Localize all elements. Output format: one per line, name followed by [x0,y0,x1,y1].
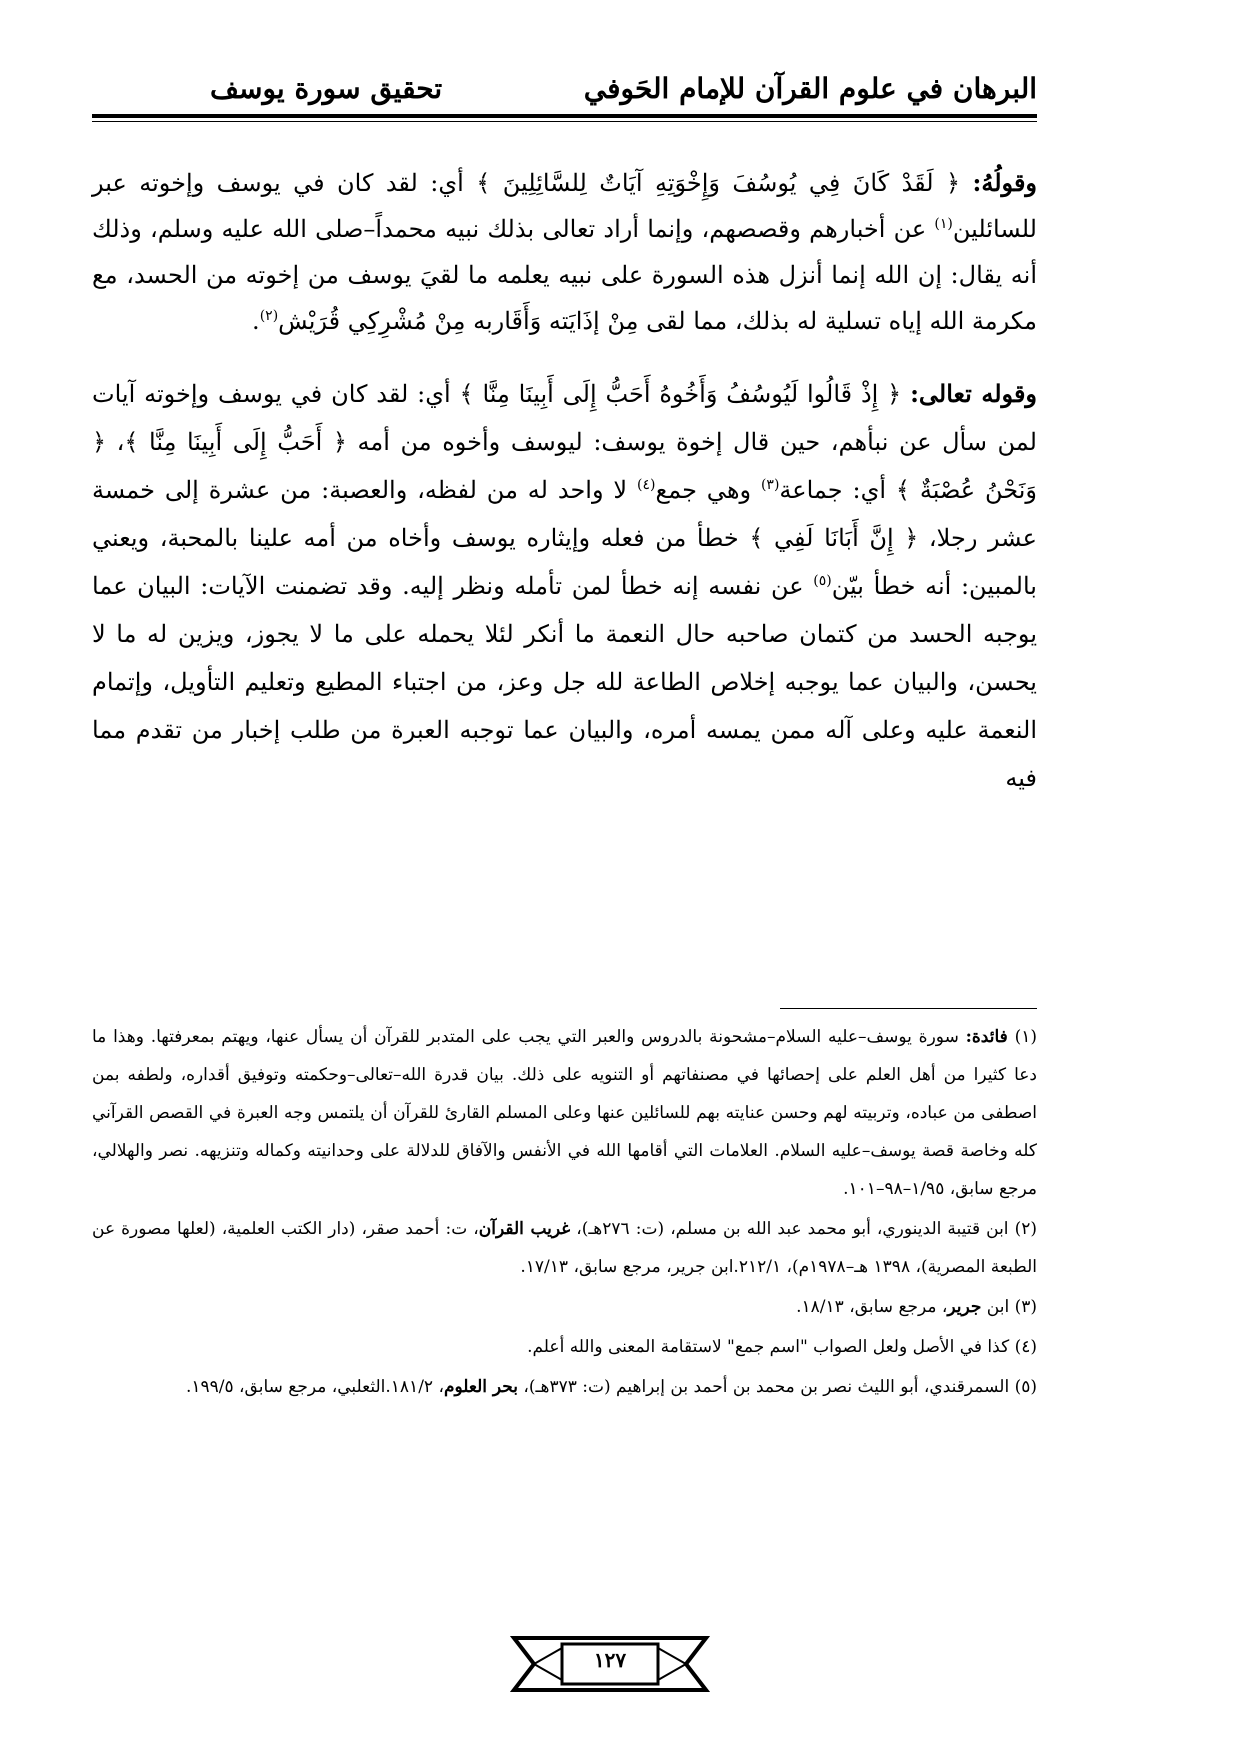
header-rule-thick [92,114,1037,118]
footnote-2 [92,1210,1037,1286]
footnote-3 [92,1288,1037,1326]
footnote-1-text: سورة يوسف–عليه السلام–مشحونة بالدروس والعبر التي يجب على المتدبر للقرآن أن يسأل عنها، ويهتم بمعرفتها. وهذا ما دعا كثيرا من أهل العلم على إحصائها في مصنفاتهم أو التنويه على ذلك. بيان قدرة الله–تعالى–وحكمته وتوفيق أقداره، ولطفه بمن اصطفى من عباده، وتربيته لهم وحسن عنايته بهم للسائلين عنها وعلى المسلم القارئ للقرآن أن يلتمس وجه العبرة في القصص القرآني كله وخاصة قصة يوسف–عليه السلام. العلامات التي أقامها الله في الأنفس والآفاق للدلالة على وحدانيته وكماله وتنزيهه. نصر والهلالي، مرجع سابق، ١/٩٥–٩٨–١٠١. [92,1027,1037,1199]
book-title: البرهان في علوم القرآن للإمام الحَوفي [583,72,1037,105]
paragraph-2-text-a: ﴿ إِذْ قَالُوا لَيُوسُفُ وَأَخُوهُ أَحَبُّ إِلَى أَبِينَا مِنَّا ﴾ أي: لقد كان في يوسف وإخوته آيات لمن سأل عن نبأهم، حين قال إخوة يوسف: ليوسف وأخوه من أمه ﴿ أَحَبُّ إِلَى أَبِينَا مِنَّا ﴾، ﴿ وَنَحْنُ عُصْبَةٌ ﴾ أي: جماعة [92,380,1037,504]
footnote-2-text-a: (٢) ابن قتيبة الدينوري، أبو محمد عبد الله بن مسلم، (ت: ٢٧٦هـ)، [570,1219,1038,1239]
header-rule-thin [92,121,1037,122]
paragraph-1-text-a: ﴿ لَقَدْ كَانَ فِي يُوسُفَ وَإِخْوَتِهِ آيَاتٌ لِلسَّائِلِينَ ﴾ أي: لقد كان في يوسف وإخوته عبر للسائلين [92,169,1037,243]
footnote-4 [92,1328,1037,1366]
footnote-ref-2: (٢) [259,308,279,324]
paragraph-1 [92,160,1037,344]
chapter-title: تحقيق سورة يوسف [210,72,443,105]
footnote-5-text-b: ، ١٨١/٢.الثعلبي، مرجع سابق، ١٩٩/٥. [185,1377,444,1397]
page-number: ١٢٧ [593,1648,627,1672]
paragraph-2-label: وقوله تعالى: [910,379,1038,408]
footnote-ref-4: (٤) [636,477,656,493]
footnote-3-text-b: ، مرجع سابق، ١٨/١٣. [796,1297,948,1317]
footnote-separator [780,1008,1037,1009]
main-text [92,160,1037,802]
footnote-2-text-b: ، ت: أحمد صقر، (دار الكتب العلمية، (لعلها مصورة عن الطبعة المصرية)، ١٣٩٨ هـ–١٩٧٨م)، ٢١٢/١.ابن جرير، مرجع سابق، ١٧/١٣. [92,1219,1037,1277]
footnote-5-bold: بحر العلوم [443,1377,518,1397]
paragraph-1-text-b: عن أخبارهم وقصصهم، وإنما أراد تعالى بذلك نبيه محمداً–صلى الله عليه وسلم، وذلك أنه يقال: إن الله إنما أنزل هذه السورة على نبيه يعلمه ما لقيَ يوسف من إخوته من الحسد، مع مكرمة الله إياه تسلية له بذلك، مما لقى مِنْ إذَايَته وَأَقَاربه مِنْ مُشْرِكِي قُرَيْش [92,215,1037,335]
footnote-1-number: (١) [1007,1027,1037,1047]
footnote-5 [92,1368,1037,1406]
footnote-ref-1: (١) [934,216,953,232]
footnote-ref-3: (٣) [760,477,780,493]
paragraph-2-text-d: عن نفسه إنه خطأ لمن تأمله ونظر إليه. وقد تضمنت الآيات: البيان عما يوجبه الحسد من كتمان صاحبه حال النعمة ما أنكر لئلا يحمله على ما لا يجوز، ويزين له ما لا يحسن، والبيان عما يوجبه إخلاص الطاعة لله جل وعز، من اجتباء المطيع وتعليم التأويل، وإتمام النعمة عليه وعلى آله ممن يمسه أمره، والبيان عما توجبه العبرة من طلب إخبار من تقدم مما فيه [92,572,1037,792]
footnote-4-text: (٤) كذا في الأصل ولعل الصواب "اسم جمع" لاستقامة المعنى والله أعلم. [527,1337,1037,1357]
footnote-1 [92,1018,1037,1208]
paragraph-2-text-b: وهي جمع [655,476,761,504]
footnote-3-text-a: (٣) ابن [981,1297,1037,1317]
footnote-5-text-a: (٥) السمرقندي، أبو الليث نصر بن محمد بن أحمد بن إبراهيم (ت: ٣٧٣هـ)، [518,1377,1037,1397]
paragraph-1-label: وقولُهُ: [972,168,1037,197]
page-header [92,72,1037,112]
page-number-ribbon [510,1634,710,1694]
paragraph-1-text-c: . [252,307,260,335]
footnotes [92,1018,1037,1408]
footnote-1-label: فائدة: [965,1027,1008,1047]
footnote-2-bold: غريب القرآن [478,1219,571,1239]
footnote-ref-5: (٥) [813,573,832,589]
footnote-3-bold: جرير [947,1297,982,1317]
paragraph-2 [92,370,1037,802]
paragraph-2-text-c: لا واحد له من لفظه، والعصبة: من عشرة إلى خمسة عشر رجلا، ﴿ إِنَّ أَبَانَا لَفِي ﴾ خطأ من فعله وإيثاره يوسف وأخاه من أمه علينا بالمحبة، ويعني بالمبين: أنه خطأ بيّن [92,476,1037,600]
